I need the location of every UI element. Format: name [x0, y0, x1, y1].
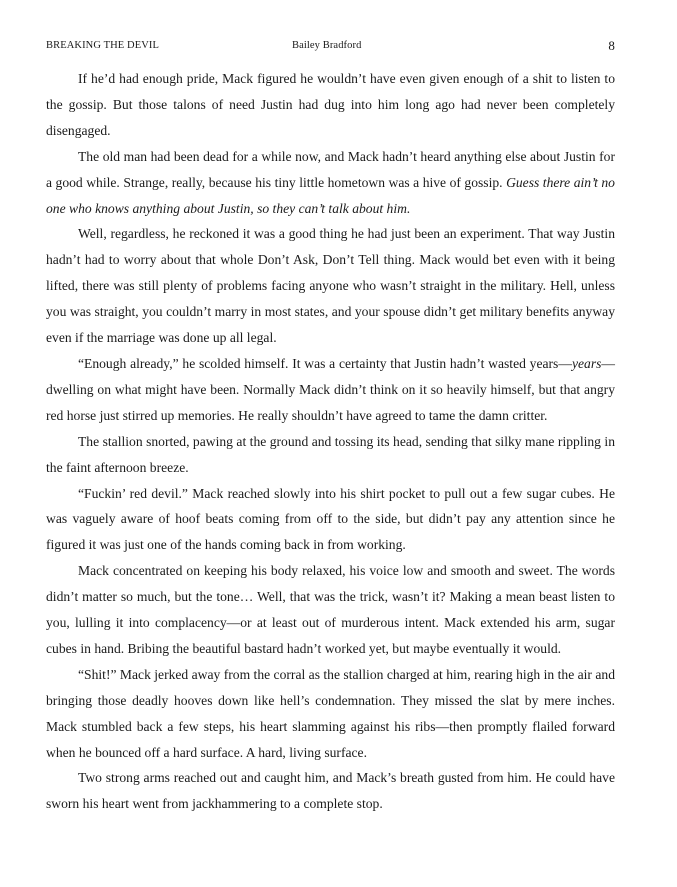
italic-text: years [571, 355, 602, 371]
text-run: “Fuckin’ red devil.” Mack reached slowly into his shirt pocket to pull out a few sugar cubes. He was vaguely aware of hoof beats coming from off to the side, but didn’t pay any attention since he figured it was just one of the hands coming back in from working. [46, 485, 615, 553]
author-name: Bailey Bradford [292, 40, 362, 51]
text-run: The stallion snorted, pawing at the ground and tossing its head, sending that silky mane rippling in the faint afternoon breeze. [46, 433, 615, 475]
text-run: “Enough already,” he scolded himself. It was a certainty that Justin hadn’t wasted years— [78, 355, 572, 371]
paragraph [46, 558, 615, 662]
text-run: “Shit!” Mack jerked away from the corral as the stallion charged at him, rearing high in the air and bringing those deadly hooves down like hell’s condemnation. They missed the slat by mere inches. Mack stumbled back a few steps, his heart slamming against his ribs—then promptly flailed forward when he bounced off a hard surface. A hard, living surface. [46, 666, 615, 760]
running-header [46, 38, 615, 56]
text-run: —dwelling on what might have been. Normally Mack didn’t think on it so heavily himself, but that angry red horse just stirred up memories. He really shouldn’t have agreed to tame the damn critter. [46, 355, 615, 423]
paragraph [46, 765, 615, 817]
text-run: Mack concentrated on keeping his body relaxed, his voice low and smooth and sweet. The words didn’t matter so much, but the tone… Well, that was the trick, wasn’t it? Making a mean beast listen to you, lulling it into complacency—or at least out of murderous intent. Mack extended his arm, sugar cubes in hand. Bribing the beautiful bastard hadn’t worked yet, but maybe eventually it would. [46, 563, 615, 656]
text-run: Two strong arms reached out and caught him, and Mack’s breath gusted from him. He could have sworn his heart went from jackhammering to a complete stop. [46, 770, 615, 812]
italic-text: Guess there ain’t no one who knows anything about Justin, so they can’t talk about him. [46, 174, 615, 216]
paragraph [46, 351, 615, 429]
body-text [46, 66, 615, 817]
paragraph [46, 481, 615, 559]
text-run: Well, regardless, he reckoned it was a good thing he had just been an experiment. That way Justin hadn’t had to worry about that whole Don’t Ask, Don’t Tell thing. Mack would bet even with it being lifted, there was still plenty of problems facing anyone who wasn’t straight in the military. Hell, unless you was straight, you couldn’t marry in most states, and your spouse didn’t get military benefits anyway even if the marriage was done up all legal. [46, 226, 615, 346]
paragraph [46, 66, 615, 144]
paragraph [46, 144, 615, 222]
paragraph [46, 429, 615, 481]
text-run: The old man had been dead for a while now, and Mack hadn’t heard anything else about Justin for a good while. Strange, really, because his tiny little hometown was a hive of gossip. [46, 148, 615, 190]
paragraph [46, 221, 615, 351]
paragraph [46, 662, 615, 766]
book-title: BREAKING THE DEVIL [46, 40, 160, 51]
text-run: If he’d had enough pride, Mack figured he wouldn’t have even given enough of a shit to listen to the gossip. But those talons of need Justin had dug into him long ago had never been completely disengaged. [46, 71, 615, 138]
page-number: 8 [608, 38, 615, 53]
